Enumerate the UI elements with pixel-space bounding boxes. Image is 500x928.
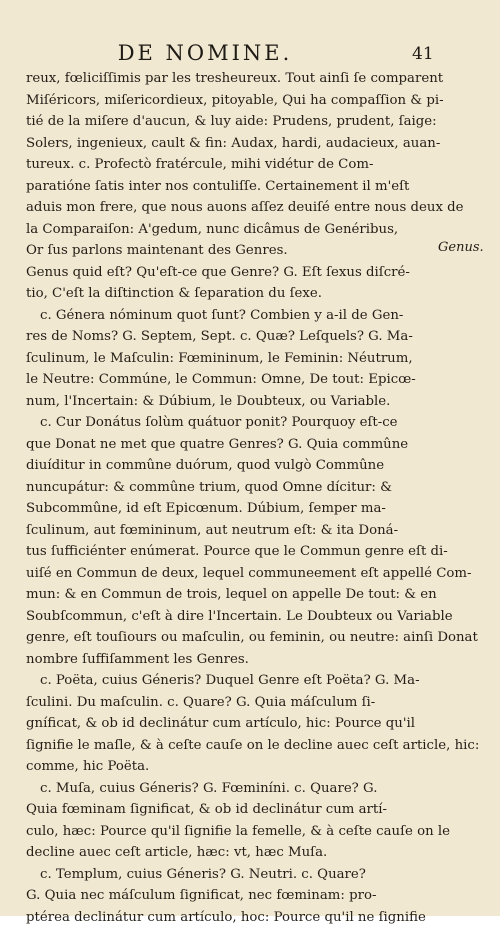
text-line: c. Cur Donátus ſolùm quátuor ponit? Pourquoy eſt-ce xyxy=(40,415,398,430)
text-line: num, l'Incertain: & Dúbium, le Doubteux, ou Variable. xyxy=(26,393,391,409)
text-line: c. Poëta, cuius Géneris? Duquel Genre eſt Poëta? G. Ma- xyxy=(40,673,420,688)
text-line: nombre ſuffiſamment les Genres. xyxy=(26,651,249,667)
text-line: Genus quid eſt? Qu'eſt-ce que Genre? G. Eſt ſexus diſcré- xyxy=(26,264,410,280)
text-line: decline auec ceſt article, hæc: vt, hæc Muſa. xyxy=(26,845,328,860)
text-line: culo, hæc: Pource qu'il ſignifie la femelle, & à ceſte cauſe on le xyxy=(26,823,451,839)
text-line: la Comparaiſon: A'gedum, nunc dicâmus de Genéribus, xyxy=(26,221,399,237)
text-line: Or ſus parlons maintenant des Genres. xyxy=(26,243,288,258)
page-header xyxy=(0,40,500,66)
text-line: ſignifie le maſle, & à ceſte cauſe on le decline auec ceſt article, hic: xyxy=(26,737,480,753)
text-line: nuncupátur: & commûne trium, quod Omne dícitur: & xyxy=(26,479,392,495)
text-line: reux, fœliciſſimis par les tresheureux. Tout ainſi ſe comparent xyxy=(26,71,444,86)
text-line: G. Quia nec máſculum ſignificat, nec fœminam: pro- xyxy=(26,888,377,903)
text-line: le Neutre: Commúne, le Commun: Omne, De tout: Epicœ- xyxy=(26,372,416,387)
text-line: paratióne ſatis inter nos contuliſſe. Certainement il m'eſt xyxy=(26,178,410,194)
running-title: DE NOMINE. xyxy=(117,41,293,65)
text-line: Soubſcommun, c'eſt à dire l'Incertain. Le Doubteux ou Variable xyxy=(26,608,453,624)
text-line: c. Génera nóminum quot ſunt? Combien y a-il de Gen- xyxy=(40,307,404,323)
margin-note: Genus. xyxy=(438,240,484,255)
text-line: ſculini. Du maſculin. c. Quare? G. Quia máſculum ſi- xyxy=(26,694,376,710)
text-line: c. Templum, cuius Géneris? G. Neutri. c. Quare? xyxy=(40,866,366,882)
text-line: tio, C'eſt la diſtinction & ſeparation du ſexe. xyxy=(26,286,322,301)
text-line: ptérea declinátur cum artículo, hoc: Pource qu'il ne ſignifie xyxy=(26,909,426,925)
text-line: Solers, ingenieux, cault & fin: Audax, hardi, audacieux, auan- xyxy=(26,135,441,151)
text-line: tus ſufficiénter enúmerat. Pource que le Commun genre eſt di- xyxy=(26,544,448,559)
text-line: Miſéricors, miſericordieux, pitoyable, Qui ha compaſſion & pi- xyxy=(26,92,444,108)
text-line: tié de la miſere d'aucun, & luy aide: Prudens, prudent, ſaige: xyxy=(26,114,437,129)
text-line: uiſé en Commun de deux, lequel communeement eſt appellé Com- xyxy=(26,565,472,581)
text-line: res de Noms? G. Septem, Sept. c. Quæ? Leſquels? G. Ma- xyxy=(26,329,413,344)
text-line: Quia fœminam ſignificat, & ob id declinátur cum artí- xyxy=(26,802,388,817)
text-line: gníficat, & ob id declinátur cum artículo, hic: Pource qu'il xyxy=(26,716,416,731)
body-text xyxy=(26,68,480,928)
text-line: tureux. c. Profectò fratércule, mihi vidétur de Com- xyxy=(26,157,374,172)
text-line: ſculinum, le Maſculin: Fœmininum, le Feminin: Néutrum, xyxy=(26,350,413,366)
text-line: c. Muſa, cuius Géneris? G. Fœminíni. c. Quare? G. xyxy=(40,780,378,796)
text-line: mun: & en Commun de trois, lequel on appelle De tout: & en xyxy=(26,587,437,602)
text-line: que Donat ne met que quatre Genres? G. Quia commûne xyxy=(26,436,409,452)
text-line: ſculinum, aut fœmininum, aut neutrum eſt: & ita Doná- xyxy=(26,522,399,538)
text-line: diuíditur in commûne duórum, quod vulgò Commûne xyxy=(26,458,385,473)
text-line: genre, eſt touſiours ou maſculin, ou feminin, ou neutre: ainſi Donat xyxy=(26,630,478,645)
text-line: comme, hic Poëta. xyxy=(26,759,150,774)
text-line: aduis mon frere, que nous auons aſſez deuiſé entre nous deux de xyxy=(26,200,464,215)
text-line: Subcommûne, id eſt Epicœnum. Dúbium, ſemper ma- xyxy=(26,501,386,516)
page-number: 41 xyxy=(412,44,434,64)
